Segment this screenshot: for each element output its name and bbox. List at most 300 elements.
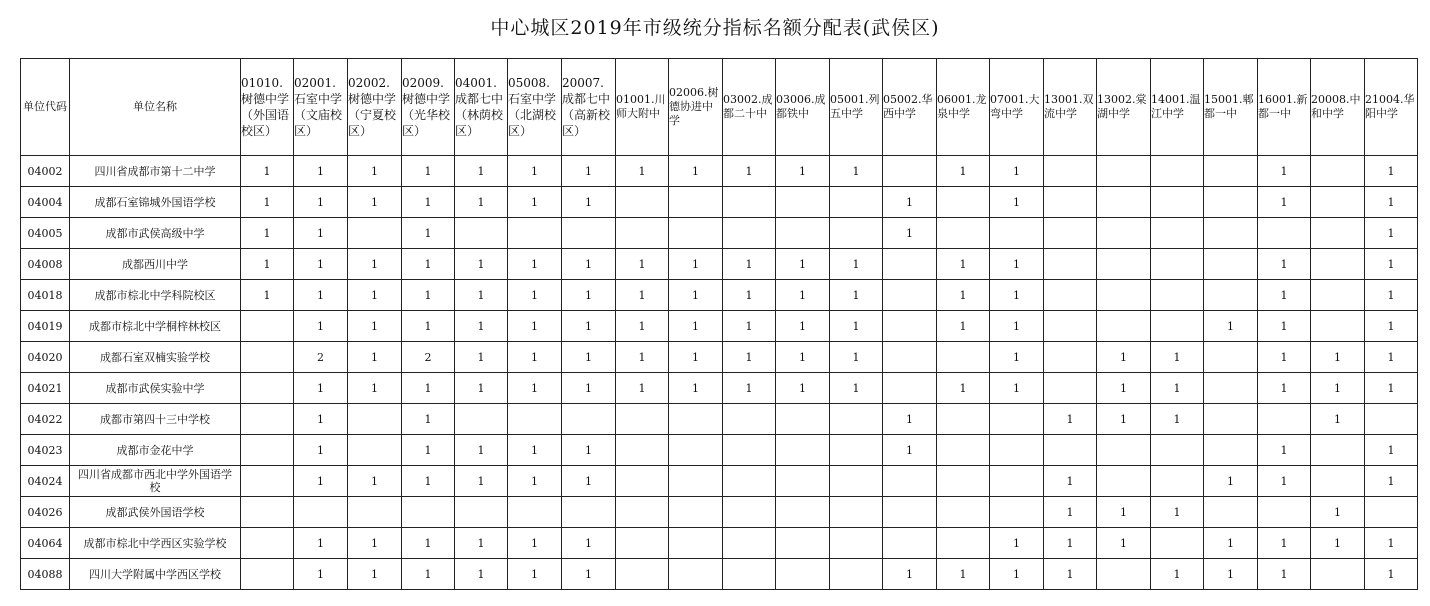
quota-cell xyxy=(883,373,937,404)
quota-cell: 1 xyxy=(937,559,990,590)
quota-cell: 1 xyxy=(455,342,508,373)
quota-cell: 1 xyxy=(508,187,562,218)
quota-cell xyxy=(937,466,990,497)
quota-cell xyxy=(616,528,669,559)
quota-cell: 1 xyxy=(1365,559,1418,590)
school-header: 01010.树德中学（外国语校区） xyxy=(241,59,294,156)
quota-cell: 1 xyxy=(294,156,348,187)
quota-cell: 1 xyxy=(348,280,402,311)
quota-cell xyxy=(616,187,669,218)
quota-cell: 1 xyxy=(990,559,1044,590)
quota-cell xyxy=(1204,497,1258,528)
quota-cell: 1 xyxy=(294,528,348,559)
quota-cell: 1 xyxy=(402,404,455,435)
quota-cell xyxy=(830,187,883,218)
quota-cell: 1 xyxy=(1365,373,1418,404)
quota-cell xyxy=(990,497,1044,528)
school-header: 03002.成都二十中 xyxy=(723,59,776,156)
quota-cell xyxy=(1044,373,1097,404)
quota-cell: 1 xyxy=(1204,466,1258,497)
quota-cell xyxy=(669,466,723,497)
school-header: 05008.石室中学（北湖校区） xyxy=(508,59,562,156)
quota-cell: 1 xyxy=(562,559,616,590)
quota-cell xyxy=(1044,342,1097,373)
quota-cell: 1 xyxy=(402,435,455,466)
quota-cell: 1 xyxy=(776,342,830,373)
unit-code: 04008 xyxy=(21,249,70,280)
quota-cell: 1 xyxy=(508,280,562,311)
quota-cell: 1 xyxy=(1365,187,1418,218)
quota-cell xyxy=(883,497,937,528)
unit-code: 04064 xyxy=(21,528,70,559)
quota-cell xyxy=(776,528,830,559)
quota-cell xyxy=(669,435,723,466)
quota-cell: 1 xyxy=(723,311,776,342)
quota-cell: 1 xyxy=(455,311,508,342)
quota-cell xyxy=(508,404,562,435)
quota-cell xyxy=(669,497,723,528)
quota-cell xyxy=(883,280,937,311)
quota-cell xyxy=(1204,342,1258,373)
quota-cell xyxy=(455,218,508,249)
quota-cell xyxy=(1204,218,1258,249)
school-header: 06001.龙泉中学 xyxy=(937,59,990,156)
quota-cell: 1 xyxy=(1365,156,1418,187)
quota-cell xyxy=(830,559,883,590)
table-row xyxy=(21,528,1418,559)
quota-cell xyxy=(830,528,883,559)
quota-cell xyxy=(1311,280,1365,311)
quota-cell: 1 xyxy=(294,373,348,404)
quota-cell xyxy=(294,497,348,528)
school-header: 07001.大弯中学 xyxy=(990,59,1044,156)
quota-cell: 1 xyxy=(294,404,348,435)
quota-cell xyxy=(830,218,883,249)
quota-cell xyxy=(669,559,723,590)
table-row xyxy=(21,404,1418,435)
quota-cell xyxy=(1151,218,1204,249)
quota-cell xyxy=(1365,497,1418,528)
unit-name: 成都市武侯高级中学 xyxy=(70,218,241,249)
quota-cell xyxy=(616,435,669,466)
quota-cell: 1 xyxy=(455,187,508,218)
quota-cell: 1 xyxy=(723,249,776,280)
quota-cell: 1 xyxy=(1044,559,1097,590)
quota-cell: 1 xyxy=(455,373,508,404)
quota-cell: 1 xyxy=(1097,342,1151,373)
quota-cell xyxy=(1204,435,1258,466)
quota-cell: 1 xyxy=(937,311,990,342)
quota-cell: 1 xyxy=(616,373,669,404)
quota-cell: 1 xyxy=(1258,187,1311,218)
quota-cell: 1 xyxy=(1365,280,1418,311)
quota-cell xyxy=(723,528,776,559)
quota-cell: 1 xyxy=(455,466,508,497)
unit-name: 四川省成都市第十二中学 xyxy=(70,156,241,187)
quota-cell: 1 xyxy=(402,373,455,404)
quota-cell: 1 xyxy=(1097,528,1151,559)
unit-name: 成都武侯外国语学校 xyxy=(70,497,241,528)
quota-cell: 1 xyxy=(1365,249,1418,280)
quota-cell xyxy=(1311,156,1365,187)
table-row xyxy=(21,187,1418,218)
quota-cell xyxy=(241,466,294,497)
unit-name: 四川省成都市西北中学外国语学校 xyxy=(70,466,241,497)
unit-name: 成都石室双楠实验学校 xyxy=(70,342,241,373)
quota-cell: 1 xyxy=(830,373,883,404)
quota-cell xyxy=(723,466,776,497)
school-header: 20007.成都七中（高新校区） xyxy=(562,59,616,156)
quota-cell: 1 xyxy=(669,373,723,404)
quota-cell xyxy=(883,528,937,559)
quota-cell: 1 xyxy=(241,218,294,249)
quota-cell: 1 xyxy=(776,156,830,187)
quota-cell: 1 xyxy=(402,249,455,280)
quota-cell: 1 xyxy=(241,187,294,218)
code-header: 单位代码 xyxy=(21,59,70,156)
quota-cell: 1 xyxy=(562,435,616,466)
quota-cell: 1 xyxy=(883,559,937,590)
quota-cell: 1 xyxy=(990,249,1044,280)
quota-cell: 1 xyxy=(562,187,616,218)
unit-name: 成都市武侯实验中学 xyxy=(70,373,241,404)
table-row xyxy=(21,342,1418,373)
table-row xyxy=(21,559,1418,590)
quota-cell: 1 xyxy=(1258,249,1311,280)
quota-cell xyxy=(1365,404,1418,435)
quota-cell: 1 xyxy=(1365,218,1418,249)
table-row xyxy=(21,249,1418,280)
quota-cell xyxy=(1258,497,1311,528)
school-header: 14001.温江中学 xyxy=(1151,59,1204,156)
quota-cell: 1 xyxy=(348,342,402,373)
quota-cell xyxy=(1097,435,1151,466)
quota-cell: 1 xyxy=(348,187,402,218)
quota-cell xyxy=(402,497,455,528)
quota-cell: 1 xyxy=(1258,373,1311,404)
quota-cell xyxy=(937,404,990,435)
quota-cell: 1 xyxy=(990,342,1044,373)
school-header: 20008.中和中学 xyxy=(1311,59,1365,156)
table-body xyxy=(21,156,1418,590)
quota-cell: 1 xyxy=(1258,156,1311,187)
quota-cell: 1 xyxy=(562,373,616,404)
quota-cell xyxy=(669,218,723,249)
quota-cell: 1 xyxy=(669,156,723,187)
quota-table xyxy=(20,58,1418,590)
quota-cell: 1 xyxy=(1311,404,1365,435)
quota-cell: 1 xyxy=(830,156,883,187)
quota-cell: 1 xyxy=(883,435,937,466)
quota-cell: 1 xyxy=(562,156,616,187)
quota-cell xyxy=(1151,311,1204,342)
quota-cell xyxy=(669,404,723,435)
table-row xyxy=(21,466,1418,497)
quota-cell: 1 xyxy=(990,156,1044,187)
quota-cell: 1 xyxy=(937,373,990,404)
unit-name: 成都西川中学 xyxy=(70,249,241,280)
quota-cell xyxy=(1097,466,1151,497)
quota-cell: 1 xyxy=(508,435,562,466)
quota-cell xyxy=(1204,187,1258,218)
quota-cell xyxy=(1204,404,1258,435)
school-header: 01001.川师大附中 xyxy=(616,59,669,156)
header-row xyxy=(21,59,1418,156)
quota-cell: 1 xyxy=(455,280,508,311)
quota-cell: 1 xyxy=(937,156,990,187)
quota-cell: 1 xyxy=(1044,497,1097,528)
quota-cell: 1 xyxy=(241,156,294,187)
school-header: 05002.华西中学 xyxy=(883,59,937,156)
table-row xyxy=(21,280,1418,311)
quota-cell: 1 xyxy=(723,156,776,187)
quota-cell: 1 xyxy=(508,559,562,590)
quota-cell xyxy=(1097,311,1151,342)
unit-name: 成都市棕北中学科院校区 xyxy=(70,280,241,311)
quota-cell xyxy=(1151,466,1204,497)
quota-cell: 1 xyxy=(402,466,455,497)
quota-cell: 1 xyxy=(990,311,1044,342)
quota-cell: 1 xyxy=(508,373,562,404)
unit-name: 成都市金花中学 xyxy=(70,435,241,466)
quota-cell: 1 xyxy=(616,342,669,373)
quota-cell xyxy=(723,218,776,249)
quota-cell: 1 xyxy=(883,218,937,249)
quota-cell xyxy=(1097,280,1151,311)
quota-cell: 1 xyxy=(294,311,348,342)
quota-cell: 1 xyxy=(294,249,348,280)
table-row xyxy=(21,156,1418,187)
quota-cell: 1 xyxy=(1151,373,1204,404)
quota-cell xyxy=(830,466,883,497)
unit-code: 04021 xyxy=(21,373,70,404)
quota-cell xyxy=(937,187,990,218)
quota-cell: 1 xyxy=(294,280,348,311)
school-header: 02009.树德中学（光华校区） xyxy=(402,59,455,156)
quota-cell: 1 xyxy=(776,373,830,404)
quota-cell: 1 xyxy=(508,249,562,280)
quota-cell xyxy=(937,497,990,528)
quota-cell: 1 xyxy=(1365,311,1418,342)
table-row xyxy=(21,311,1418,342)
quota-cell: 1 xyxy=(883,187,937,218)
quota-cell: 1 xyxy=(1151,404,1204,435)
quota-cell: 1 xyxy=(348,156,402,187)
quota-cell xyxy=(723,404,776,435)
quota-cell: 1 xyxy=(1097,373,1151,404)
quota-cell xyxy=(1311,249,1365,280)
quota-cell: 1 xyxy=(241,249,294,280)
quota-cell xyxy=(1044,249,1097,280)
quota-cell xyxy=(1097,249,1151,280)
quota-cell: 1 xyxy=(402,187,455,218)
quota-cell: 1 xyxy=(830,311,883,342)
quota-cell: 1 xyxy=(1258,466,1311,497)
quota-cell: 1 xyxy=(616,156,669,187)
quota-cell: 2 xyxy=(402,342,455,373)
quota-cell xyxy=(723,435,776,466)
quota-cell xyxy=(1258,404,1311,435)
quota-cell: 1 xyxy=(562,466,616,497)
table-row xyxy=(21,497,1418,528)
quota-cell: 1 xyxy=(294,559,348,590)
quota-cell: 1 xyxy=(1311,528,1365,559)
quota-cell: 1 xyxy=(616,311,669,342)
quota-cell xyxy=(830,435,883,466)
quota-cell xyxy=(616,466,669,497)
quota-cell: 1 xyxy=(1311,497,1365,528)
quota-cell xyxy=(1204,249,1258,280)
quota-cell: 1 xyxy=(1258,342,1311,373)
quota-cell: 1 xyxy=(990,280,1044,311)
unit-name: 成都市第四十三中学校 xyxy=(70,404,241,435)
quota-cell: 1 xyxy=(1311,373,1365,404)
quota-cell xyxy=(937,528,990,559)
quota-cell xyxy=(1311,435,1365,466)
school-header: 21004.华阳中学 xyxy=(1365,59,1418,156)
quota-cell: 1 xyxy=(883,404,937,435)
quota-cell: 1 xyxy=(508,342,562,373)
unit-code: 04026 xyxy=(21,497,70,528)
quota-cell: 1 xyxy=(723,280,776,311)
page-title: 中心城区2019年市级统分指标名额分配表(武侯区) xyxy=(490,17,940,39)
quota-cell: 1 xyxy=(562,249,616,280)
quota-cell: 1 xyxy=(1097,497,1151,528)
quota-cell: 1 xyxy=(348,373,402,404)
quota-cell: 1 xyxy=(1097,404,1151,435)
quota-cell xyxy=(990,435,1044,466)
quota-cell xyxy=(1151,435,1204,466)
quota-cell xyxy=(562,404,616,435)
quota-cell xyxy=(1044,187,1097,218)
quota-cell xyxy=(883,249,937,280)
quota-cell xyxy=(562,497,616,528)
quota-cell: 1 xyxy=(937,249,990,280)
quota-cell xyxy=(1044,435,1097,466)
quota-cell xyxy=(1311,559,1365,590)
quota-cell: 1 xyxy=(830,249,883,280)
quota-cell: 1 xyxy=(1151,559,1204,590)
quota-cell xyxy=(1044,280,1097,311)
quota-cell: 1 xyxy=(1204,559,1258,590)
quota-cell: 1 xyxy=(669,280,723,311)
quota-cell xyxy=(883,156,937,187)
quota-cell: 1 xyxy=(776,311,830,342)
quota-cell: 1 xyxy=(294,187,348,218)
quota-cell: 1 xyxy=(1204,311,1258,342)
quota-cell: 1 xyxy=(455,528,508,559)
quota-cell xyxy=(1311,311,1365,342)
quota-cell xyxy=(937,435,990,466)
quota-cell: 1 xyxy=(1365,342,1418,373)
quota-cell xyxy=(1204,156,1258,187)
quota-cell: 1 xyxy=(616,280,669,311)
quota-cell: 1 xyxy=(402,311,455,342)
quota-cell: 1 xyxy=(1151,497,1204,528)
quota-cell xyxy=(776,218,830,249)
quota-cell xyxy=(830,404,883,435)
quota-cell: 1 xyxy=(455,156,508,187)
quota-cell xyxy=(990,466,1044,497)
quota-cell xyxy=(1044,218,1097,249)
quota-cell: 1 xyxy=(562,311,616,342)
school-header: 02001.石室中学（文庙校区） xyxy=(294,59,348,156)
quota-cell: 1 xyxy=(990,187,1044,218)
quota-cell: 1 xyxy=(723,373,776,404)
quota-cell xyxy=(990,404,1044,435)
unit-code: 04023 xyxy=(21,435,70,466)
table-row xyxy=(21,373,1418,404)
quota-cell: 1 xyxy=(1365,466,1418,497)
quota-cell xyxy=(241,528,294,559)
quota-cell: 1 xyxy=(402,280,455,311)
quota-cell: 1 xyxy=(776,280,830,311)
quota-cell: 1 xyxy=(1204,528,1258,559)
quota-cell xyxy=(348,218,402,249)
quota-cell: 1 xyxy=(402,559,455,590)
unit-code: 04019 xyxy=(21,311,70,342)
name-header: 单位名称 xyxy=(70,59,241,156)
school-header: 13001.双流中学 xyxy=(1044,59,1097,156)
quota-cell: 1 xyxy=(402,528,455,559)
quota-cell xyxy=(348,497,402,528)
quota-cell xyxy=(1258,218,1311,249)
quota-cell xyxy=(348,404,402,435)
school-header: 15001.郫都一中 xyxy=(1204,59,1258,156)
quota-cell: 1 xyxy=(1044,466,1097,497)
quota-cell xyxy=(723,497,776,528)
unit-code: 04002 xyxy=(21,156,70,187)
quota-cell xyxy=(776,497,830,528)
quota-cell xyxy=(883,311,937,342)
quota-cell: 1 xyxy=(776,249,830,280)
quota-cell xyxy=(1311,187,1365,218)
quota-cell: 1 xyxy=(1258,528,1311,559)
quota-cell xyxy=(562,218,616,249)
quota-cell xyxy=(1204,280,1258,311)
quota-cell xyxy=(508,497,562,528)
quota-cell: 1 xyxy=(562,528,616,559)
unit-name: 成都石室锦城外国语学校 xyxy=(70,187,241,218)
quota-cell xyxy=(1151,280,1204,311)
quota-cell: 1 xyxy=(241,280,294,311)
quota-cell: 1 xyxy=(1258,435,1311,466)
quota-cell: 1 xyxy=(455,249,508,280)
quota-cell: 1 xyxy=(1311,342,1365,373)
quota-cell xyxy=(1097,156,1151,187)
quota-cell xyxy=(776,187,830,218)
quota-cell: 1 xyxy=(937,280,990,311)
quota-cell: 1 xyxy=(669,342,723,373)
quota-cell: 1 xyxy=(402,156,455,187)
quota-cell: 1 xyxy=(562,280,616,311)
quota-cell: 1 xyxy=(1258,280,1311,311)
unit-code: 04018 xyxy=(21,280,70,311)
quota-cell xyxy=(723,559,776,590)
school-header: 02002.树德中学（宁夏校区） xyxy=(348,59,402,156)
quota-cell: 2 xyxy=(294,342,348,373)
quota-cell xyxy=(776,404,830,435)
quota-cell: 1 xyxy=(616,249,669,280)
unit-code: 04024 xyxy=(21,466,70,497)
table-row xyxy=(21,218,1418,249)
school-header: 05001.列五中学 xyxy=(830,59,883,156)
unit-name: 成都市棕北中学西区实验学校 xyxy=(70,528,241,559)
quota-cell: 1 xyxy=(990,373,1044,404)
quota-cell: 1 xyxy=(348,311,402,342)
quota-cell: 1 xyxy=(348,466,402,497)
quota-cell: 1 xyxy=(1044,528,1097,559)
